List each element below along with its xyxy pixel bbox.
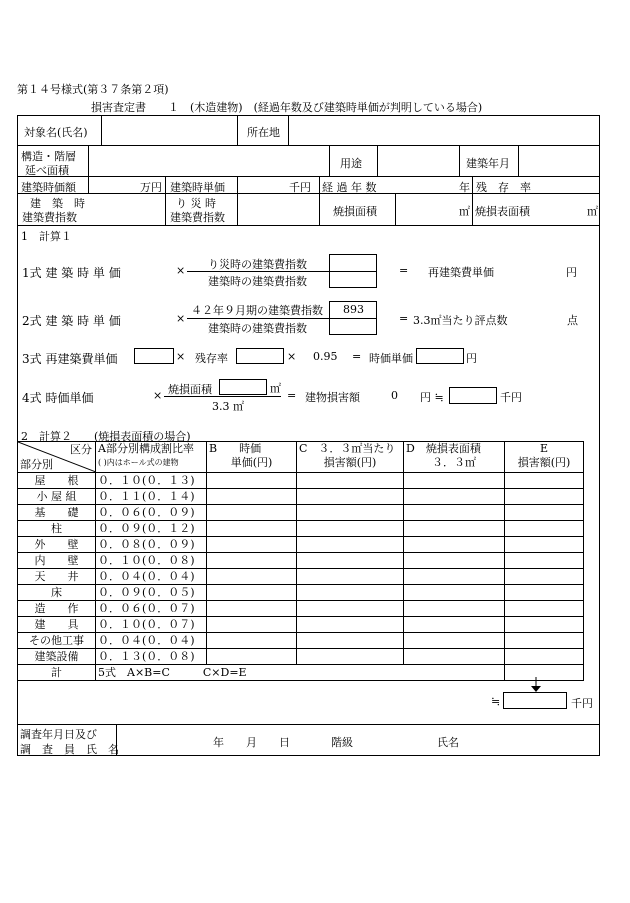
header-d-line1: D 焼損表面積: [406, 442, 481, 455]
table-row: [18, 537, 584, 553]
row-part: 柱: [18, 521, 96, 537]
f3-input-box-2[interactable]: [236, 348, 284, 364]
row-cell-d[interactable]: [404, 601, 505, 617]
table-row: [18, 521, 584, 537]
header-bubun: 部分別: [20, 458, 53, 471]
form-number: 第１４号様式(第３７条第２項): [17, 83, 169, 96]
f4-equals: =: [287, 389, 297, 402]
row-cell-e[interactable]: [505, 537, 584, 553]
row-ratio: ０．１１(０．１４): [96, 489, 207, 505]
row-part: 建築設備: [18, 649, 96, 665]
f3-rate-label: 残存率: [195, 352, 228, 365]
row-cell-c[interactable]: [297, 569, 404, 585]
row-cell-c[interactable]: [297, 649, 404, 665]
row-cell-d[interactable]: [404, 537, 505, 553]
row-cell-e[interactable]: [505, 569, 584, 585]
row-cell-c[interactable]: [297, 617, 404, 633]
subject-label: 対象名(氏名): [24, 126, 88, 139]
table-row: [18, 473, 584, 489]
f1-times: ×: [176, 264, 186, 277]
row-cell-b[interactable]: [207, 649, 297, 665]
approx-result-box[interactable]: [503, 692, 567, 709]
f3-label: 3式 再建築費単価: [22, 352, 118, 366]
row-cell-c[interactable]: [297, 601, 404, 617]
header-a-line1: A部分別構成割比率: [98, 442, 194, 455]
row-part: 造 作: [18, 601, 96, 617]
row-ratio: ０．０４(０．０４): [96, 633, 207, 649]
total-e-cell[interactable]: [505, 665, 584, 681]
f1-result: 再建築費単価: [428, 266, 494, 279]
row-part: 床: [18, 585, 96, 601]
row-ratio: ０．０６(０．０９): [96, 505, 207, 521]
row-cell-b[interactable]: [207, 585, 297, 601]
header-c: [297, 442, 404, 473]
f1-equals: =: [399, 264, 409, 277]
row-ratio: ０．１３(０．０８): [96, 649, 207, 665]
header-e: [505, 442, 584, 473]
f1-numerator: り災時の建築費指数: [208, 258, 307, 271]
row-cell-e[interactable]: [505, 649, 584, 665]
header-d: [404, 442, 505, 473]
row-cell-b[interactable]: [207, 601, 297, 617]
header-e-line2: 損害額(円): [517, 456, 571, 469]
f3-result: 時価単価: [369, 352, 413, 365]
row-part: 屋 根: [18, 473, 96, 489]
build-index-label-2: 建築費指数: [22, 211, 77, 224]
table-row: [18, 649, 584, 665]
build-unit-price-label: 建築時単価: [170, 181, 225, 194]
f4-result: 建物損害額: [305, 391, 360, 404]
f2-times: ×: [176, 312, 186, 325]
f3-equals: =: [352, 350, 362, 363]
unit-year: 年: [459, 181, 470, 194]
row-part: 内 壁: [18, 553, 96, 569]
header-kubun-cell: [18, 442, 96, 473]
row-cell-e[interactable]: [505, 489, 584, 505]
f4-num-unit: ㎡: [270, 382, 281, 395]
row-cell-b[interactable]: [207, 569, 297, 585]
row-cell-b[interactable]: [207, 505, 297, 521]
row-cell-d[interactable]: [404, 649, 505, 665]
total-formula: 5式 A×B=C C×D=E: [96, 665, 505, 681]
f4-yen: 円 ≒: [420, 391, 444, 404]
row-ratio: ０．０６(０．０７): [96, 601, 207, 617]
row-cell-b[interactable]: [207, 537, 297, 553]
elapsed-years-label: 経 過 年 数: [322, 181, 377, 194]
row-cell-e[interactable]: [505, 473, 584, 489]
row-cell-b[interactable]: [207, 473, 297, 489]
row-part: 天 井: [18, 569, 96, 585]
unit-m2-2: ㎡: [587, 205, 598, 218]
burnt-surface-label: 焼損表面積: [475, 205, 530, 218]
disaster-index-label-2: 建築費指数: [170, 211, 225, 224]
row-cell-c[interactable]: [297, 489, 404, 505]
arrow-down-icon: [530, 677, 542, 693]
f4-times: ×: [153, 389, 163, 402]
row-cell-c[interactable]: [297, 553, 404, 569]
header-c-line1: C ３．３㎡当たり: [299, 442, 396, 455]
f2-numerator: ４２年９月期の建築費指数: [191, 304, 323, 317]
row-ratio: ０．０８(０．０９): [96, 537, 207, 553]
row-cell-c[interactable]: [297, 633, 404, 649]
burnt-area-label: 焼損面積: [333, 205, 377, 218]
table-row: [18, 569, 584, 585]
row-cell-d[interactable]: [404, 505, 505, 521]
header-e-line1: E: [539, 442, 549, 455]
f4-denominator: 3.3 ㎡: [212, 400, 244, 413]
survey-date: 年 月 日: [213, 736, 290, 749]
row-ratio: ０．０９(０．０５): [96, 585, 207, 601]
f3-factor: 0.95: [313, 350, 338, 363]
table-row: [18, 601, 584, 617]
f2-label: 2式 建 築 時 単 価: [22, 314, 121, 328]
row-cell-c[interactable]: [297, 505, 404, 521]
table-row: [18, 633, 584, 649]
surveyor-label: 調 査 員 氏 名: [20, 743, 119, 756]
row-cell-d[interactable]: [404, 489, 505, 505]
f4-numerator: 焼損面積: [168, 383, 212, 396]
disaster-index-label: り 災 時: [176, 197, 216, 210]
f1-input-box[interactable]: [329, 254, 377, 288]
f1-unit: 円: [566, 266, 577, 279]
row-cell-b[interactable]: [207, 633, 297, 649]
built-year-label: 建築年月: [466, 157, 510, 170]
f3-times-1: ×: [176, 350, 186, 363]
row-ratio: ０．１０(０．０８): [96, 553, 207, 569]
row-cell-d[interactable]: [404, 521, 505, 537]
header-b-line2: 単価(円): [230, 456, 273, 469]
row-cell-d[interactable]: [404, 553, 505, 569]
f3-unit: 円: [466, 352, 477, 365]
row-cell-c[interactable]: [297, 473, 404, 489]
row-cell-d[interactable]: [404, 617, 505, 633]
residual-rate-label: 残 存 率: [476, 181, 531, 194]
f2-unit: 点: [567, 314, 578, 327]
header-b: [207, 442, 297, 473]
location-label: 所在地: [247, 126, 280, 139]
row-ratio: ０．１０(０．１３): [96, 473, 207, 489]
row-cell-e[interactable]: [505, 505, 584, 521]
header-c-line2: 損害額(円): [323, 456, 377, 469]
f1-label: 1式 建 築 時 単 価: [22, 266, 121, 280]
row-cell-c[interactable]: [297, 537, 404, 553]
approx-unit: 千円: [571, 697, 593, 710]
row-cell-e[interactable]: [505, 617, 584, 633]
table-row: [18, 617, 584, 633]
use-label: 用途: [340, 157, 362, 170]
row-part: 小 屋 組: [18, 489, 96, 505]
calc1-heading: 1 計算１: [21, 230, 72, 243]
f4-unit: 千円: [500, 391, 522, 404]
unit-sen-yen: 千円: [289, 181, 311, 194]
form-title: 損害査定書 １ (木造建物) (経過年数及び建築時単価が判明している場合): [91, 101, 483, 114]
row-ratio: ０．１０(０．０７): [96, 617, 207, 633]
table-row: [18, 505, 584, 521]
f4-label: 4式 時価単価: [22, 391, 94, 405]
f4-result-box[interactable]: [449, 387, 497, 404]
unit-m2: ㎡: [459, 205, 470, 218]
f4-zero: 0: [391, 389, 398, 402]
calc2-table: [17, 441, 584, 681]
row-part: 外 壁: [18, 537, 96, 553]
table-row: [18, 585, 584, 601]
f2-result: 3.3㎡当たり評点数: [413, 314, 508, 327]
header-a: [96, 442, 207, 473]
row-cell-e[interactable]: [505, 633, 584, 649]
f3-times-2: ×: [287, 350, 297, 363]
unit-man-yen: 万円: [140, 181, 162, 194]
row-part: 建 具: [18, 617, 96, 633]
f1-denominator: 建築時の建築費指数: [208, 275, 307, 288]
f2-denominator: 建築時の建築費指数: [208, 322, 307, 335]
rank-label: 階級: [331, 736, 353, 749]
row-cell-b[interactable]: [207, 553, 297, 569]
row-cell-e[interactable]: [505, 521, 584, 537]
f3-input-box-1[interactable]: [134, 348, 174, 364]
row-cell-c[interactable]: [297, 585, 404, 601]
row-cell-b[interactable]: [207, 617, 297, 633]
row-cell-b[interactable]: [207, 521, 297, 537]
calc2-heading: 2 計算２ (焼損表面積の場合): [21, 430, 191, 443]
total-label: 計: [18, 665, 96, 681]
build-index-label: 建 築 時: [30, 197, 85, 210]
f3-input-box-3[interactable]: [416, 348, 464, 364]
f2-equals: =: [399, 312, 409, 325]
row-cell-d[interactable]: [404, 585, 505, 601]
survey-label: 調査年月日及び: [20, 728, 97, 741]
build-price-label: 建築時価額: [21, 181, 76, 194]
floor-area-label: 延べ面積: [25, 164, 69, 177]
row-cell-d[interactable]: [404, 569, 505, 585]
row-cell-e[interactable]: [505, 585, 584, 601]
row-part: その他工事: [18, 633, 96, 649]
structure-label: 構造・階層: [21, 150, 76, 163]
name-label: 氏名: [437, 736, 459, 749]
row-cell-d[interactable]: [404, 473, 505, 489]
row-cell-d[interactable]: [404, 633, 505, 649]
header-kubun: 区分: [70, 443, 92, 456]
table-row: [18, 489, 584, 505]
row-cell-e[interactable]: [505, 553, 584, 569]
row-ratio: ０．０９(０．１２): [96, 521, 207, 537]
approx-sign: ≒: [491, 695, 501, 708]
row-part: 基 礎: [18, 505, 96, 521]
row-cell-b[interactable]: [207, 489, 297, 505]
table-row: [18, 553, 584, 569]
row-ratio: ０．０４(０．０４): [96, 569, 207, 585]
header-b-line1: B 時価: [209, 442, 262, 455]
f4-input-box[interactable]: [219, 379, 267, 395]
row-cell-e[interactable]: [505, 601, 584, 617]
f2-value: 893: [343, 303, 364, 316]
header-d-line2: ３．３㎡: [432, 456, 476, 469]
header-a-line2: ( )内はホール式の建物: [98, 458, 179, 467]
row-cell-c[interactable]: [297, 521, 404, 537]
